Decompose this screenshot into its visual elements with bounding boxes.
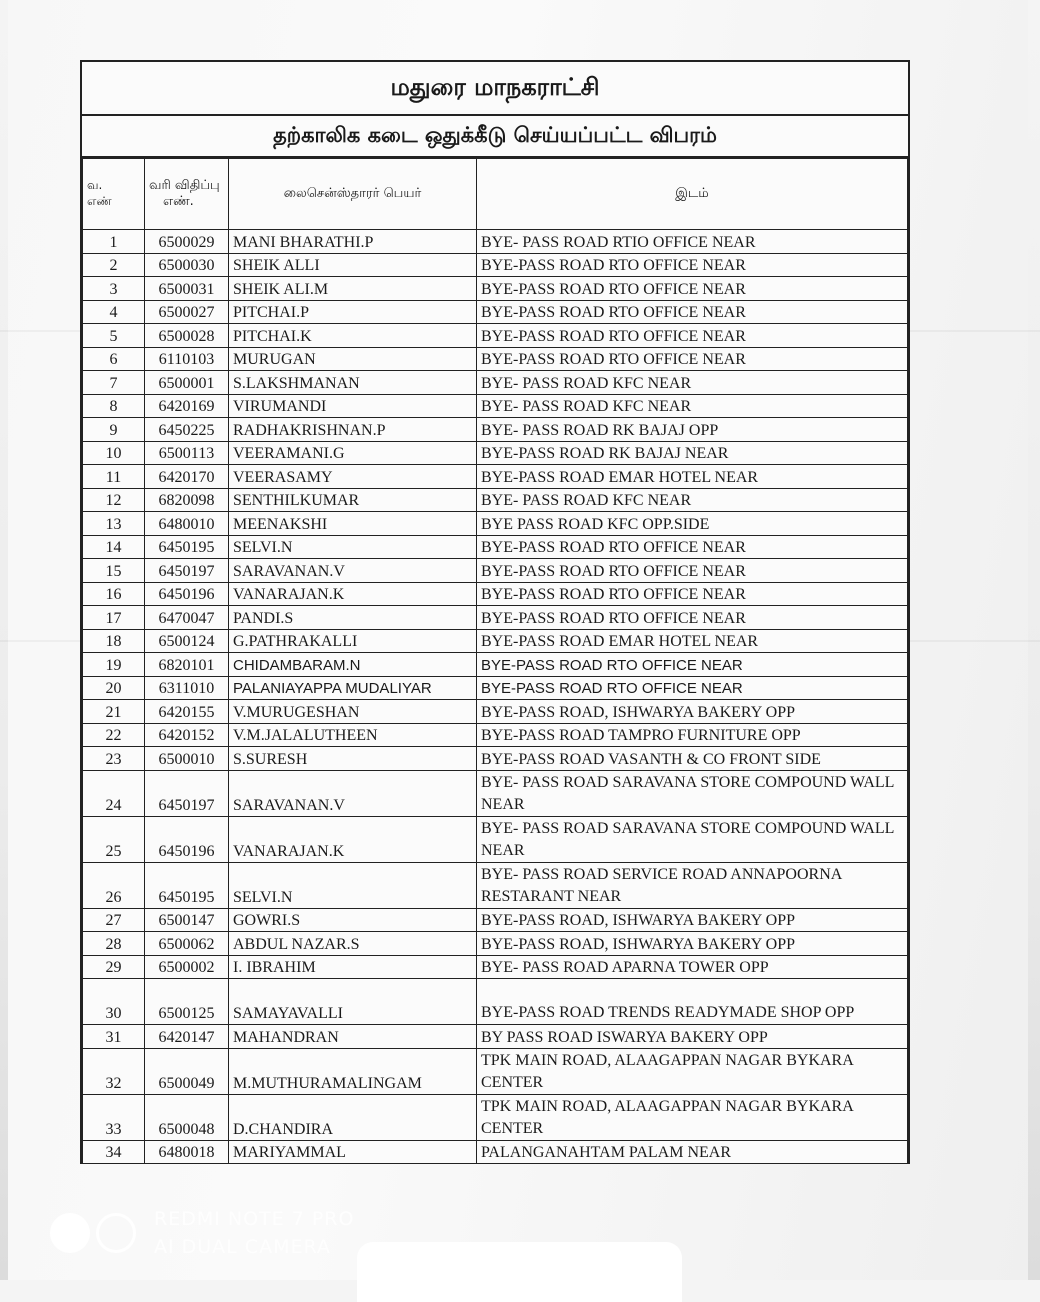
tax-no-cell: 6500027 — [145, 300, 229, 324]
allotment-document — [80, 60, 910, 1164]
header-serial-no — [83, 159, 145, 230]
tax-no-cell: 6500062 — [145, 932, 229, 956]
serial-no-cell: 34 — [83, 1140, 145, 1164]
tax-no-cell: 6500030 — [145, 253, 229, 277]
table-row — [83, 535, 908, 559]
location-cell: BYE- PASS ROAD SARAVANA STORE COMPOUND WALL NEAR — [477, 816, 908, 862]
serial-no-cell: 9 — [83, 418, 145, 442]
table-row — [83, 955, 908, 979]
table-row — [83, 347, 908, 371]
licensee-name-cell: PALANIAYAPPA MUDALIYAR — [229, 676, 477, 700]
header-licensee-name: லைசென்ஸ்தாரர் பெயர் — [229, 159, 477, 230]
location-cell: PALANGANAHTAM PALAM NEAR — [477, 1140, 908, 1164]
serial-no-cell: 21 — [83, 700, 145, 724]
serial-no-cell: 13 — [83, 512, 145, 536]
table-row — [83, 1048, 908, 1094]
table-row — [83, 300, 908, 324]
licensee-name-cell: MAHANDRAN — [229, 1025, 477, 1049]
licensee-name-cell: VEERAMANI.G — [229, 441, 477, 465]
licensee-name-cell: SHEIK ALLI — [229, 253, 477, 277]
licensee-name-cell: SELVI.N — [229, 862, 477, 908]
licensee-name-cell: PITCHAI.K — [229, 324, 477, 348]
table-row — [83, 770, 908, 816]
licensee-name-cell: S.LAKSHMANAN — [229, 371, 477, 395]
location-cell: BYE- PASS ROAD KFC NEAR — [477, 394, 908, 418]
location-cell: BYE-PASS ROAD RTO OFFICE NEAR — [477, 277, 908, 301]
serial-no-cell: 11 — [83, 465, 145, 489]
serial-no-cell: 18 — [83, 629, 145, 653]
tax-no-cell: 6500113 — [145, 441, 229, 465]
serial-no-cell: 29 — [83, 955, 145, 979]
location-cell: BYE-PASS ROAD RTO OFFICE NEAR — [477, 559, 908, 583]
table-row — [83, 979, 908, 1025]
licensee-name-cell: RADHAKRISHNAN.P — [229, 418, 477, 442]
header-tax-line1: வரி விதிப்பு — [149, 178, 220, 193]
licensee-name-cell: MEENAKSHI — [229, 512, 477, 536]
table-row — [83, 700, 908, 724]
tax-no-cell: 6500010 — [145, 747, 229, 771]
location-cell: BYE-PASS ROAD RTO OFFICE NEAR — [477, 347, 908, 371]
serial-no-cell: 6 — [83, 347, 145, 371]
tax-no-cell: 6500031 — [145, 277, 229, 301]
location-cell: BYE- PASS ROAD RTIO OFFICE NEAR — [477, 230, 908, 254]
location-cell: BYE-PASS ROAD VASANTH & CO FRONT SIDE — [477, 747, 908, 771]
location-cell: BY PASS ROAD ISWARYA BAKERY OPP — [477, 1025, 908, 1049]
watermark-line2: AI DUAL CAMERA — [154, 1236, 331, 1258]
tax-no-cell: 6450197 — [145, 770, 229, 816]
serial-no-cell: 27 — [83, 908, 145, 932]
serial-no-cell: 4 — [83, 300, 145, 324]
location-cell: BYE-PASS ROAD RK BAJAJ NEAR — [477, 441, 908, 465]
licensee-name-cell: I. IBRAHIM — [229, 955, 477, 979]
table-row — [83, 1140, 908, 1164]
serial-no-cell: 3 — [83, 277, 145, 301]
tax-no-cell: 6500002 — [145, 955, 229, 979]
serial-no-cell: 31 — [83, 1025, 145, 1049]
tax-no-cell: 6500049 — [145, 1048, 229, 1094]
location-cell: BYE-PASS ROAD RTO OFFICE NEAR — [477, 653, 908, 677]
table-row — [83, 324, 908, 348]
table-row — [83, 277, 908, 301]
tax-no-cell: 6500001 — [145, 371, 229, 395]
serial-no-cell: 1 — [83, 230, 145, 254]
location-cell: BYE-PASS ROAD, ISHWARYA BAKERY OPP — [477, 700, 908, 724]
tax-no-cell: 6420169 — [145, 394, 229, 418]
document-title: மதுரை மாநகராட்சி — [82, 62, 908, 116]
licensee-name-cell: V.MURUGESHAN — [229, 700, 477, 724]
serial-no-cell: 7 — [83, 371, 145, 395]
serial-no-cell: 33 — [83, 1094, 145, 1140]
serial-no-cell: 30 — [83, 979, 145, 1025]
tax-no-cell: 6450195 — [145, 862, 229, 908]
licensee-name-cell: MANI BHARATHI.P — [229, 230, 477, 254]
licensee-name-cell: VIRUMANDI — [229, 394, 477, 418]
location-cell: BYE- PASS ROAD APARNA TOWER OPP — [477, 955, 908, 979]
table-row — [83, 230, 908, 254]
location-cell: BYE-PASS ROAD RTO OFFICE NEAR — [477, 535, 908, 559]
serial-no-cell: 16 — [83, 582, 145, 606]
serial-no-cell: 12 — [83, 488, 145, 512]
table-row — [83, 465, 908, 489]
tax-no-cell: 6500029 — [145, 230, 229, 254]
licensee-name-cell: G.PATHRAKALLI — [229, 629, 477, 653]
location-cell: BYE-PASS ROAD RTO OFFICE NEAR — [477, 676, 908, 700]
licensee-name-cell: V.M.JALALUTHEEN — [229, 723, 477, 747]
table-row — [83, 559, 908, 583]
table-row — [83, 418, 908, 442]
camera-watermark — [50, 1205, 354, 1261]
serial-no-cell: 25 — [83, 816, 145, 862]
table-row — [83, 862, 908, 908]
location-cell: BYE-PASS ROAD RTO OFFICE NEAR — [477, 324, 908, 348]
table-row — [83, 1025, 908, 1049]
serial-no-cell: 19 — [83, 653, 145, 677]
serial-no-cell: 2 — [83, 253, 145, 277]
table-row — [83, 908, 908, 932]
licensee-name-cell: SENTHILKUMAR — [229, 488, 477, 512]
location-cell: BYE-PASS ROAD TAMPRO FURNITURE OPP — [477, 723, 908, 747]
licensee-name-cell: MURUGAN — [229, 347, 477, 371]
tax-no-cell: 6500125 — [145, 979, 229, 1025]
serial-no-cell: 23 — [83, 747, 145, 771]
location-cell: BYE-PASS ROAD RTO OFFICE NEAR — [477, 606, 908, 630]
tax-no-cell: 6420147 — [145, 1025, 229, 1049]
licensee-name-cell: SAMAYAVALLI — [229, 979, 477, 1025]
tax-no-cell: 6500124 — [145, 629, 229, 653]
camera-dot-ring-icon — [96, 1213, 136, 1253]
tax-no-cell: 6450196 — [145, 582, 229, 606]
licensee-name-cell: CHIDAMBARAM.N — [229, 653, 477, 677]
serial-no-cell: 14 — [83, 535, 145, 559]
location-cell: BYE- PASS ROAD SERVICE ROAD ANNAPOORNA RESTARANT NEAR — [477, 862, 908, 908]
location-cell: BYE-PASS ROAD EMAR HOTEL NEAR — [477, 629, 908, 653]
licensee-name-cell: MARIYAMMAL — [229, 1140, 477, 1164]
table-row — [83, 747, 908, 771]
table-row — [83, 629, 908, 653]
table-row — [83, 816, 908, 862]
location-cell: BYE-PASS ROAD EMAR HOTEL NEAR — [477, 465, 908, 489]
overlay-panel — [357, 1242, 682, 1302]
table-row — [83, 371, 908, 395]
location-cell: BYE- PASS ROAD RK BAJAJ OPP — [477, 418, 908, 442]
table-row — [83, 723, 908, 747]
table-row — [83, 932, 908, 956]
location-cell: BYE-PASS ROAD TRENDS READYMADE SHOP OPP — [477, 979, 908, 1025]
tax-no-cell: 6450195 — [145, 535, 229, 559]
serial-no-cell: 8 — [83, 394, 145, 418]
licensee-name-cell: SARAVANAN.V — [229, 770, 477, 816]
tax-no-cell: 6480018 — [145, 1140, 229, 1164]
tax-no-cell: 6450197 — [145, 559, 229, 583]
tax-no-cell: 6420152 — [145, 723, 229, 747]
serial-no-cell: 17 — [83, 606, 145, 630]
licensee-name-cell: SARAVANAN.V — [229, 559, 477, 583]
tax-no-cell: 6820098 — [145, 488, 229, 512]
tax-no-cell: 6420170 — [145, 465, 229, 489]
tax-no-cell: 6450225 — [145, 418, 229, 442]
header-tax-no — [145, 159, 229, 230]
tax-no-cell: 6311010 — [145, 676, 229, 700]
table-row — [83, 582, 908, 606]
table-row — [83, 606, 908, 630]
location-cell: BYE-PASS ROAD RTO OFFICE NEAR — [477, 582, 908, 606]
table-header-row — [83, 159, 908, 230]
header-tax-line2: எண். — [163, 194, 194, 209]
serial-no-cell: 26 — [83, 862, 145, 908]
serial-no-cell: 32 — [83, 1048, 145, 1094]
licensee-name-cell: S.SURESH — [229, 747, 477, 771]
tax-no-cell: 6500147 — [145, 908, 229, 932]
licensee-name-cell: D.CHANDIRA — [229, 1094, 477, 1140]
tax-no-cell: 6500048 — [145, 1094, 229, 1140]
tax-no-cell: 6110103 — [145, 347, 229, 371]
table-row — [83, 394, 908, 418]
tax-no-cell: 6470047 — [145, 606, 229, 630]
camera-dot-filled-icon — [50, 1213, 90, 1253]
licensee-name-cell: VEERASAMY — [229, 465, 477, 489]
table-row — [83, 1094, 908, 1140]
serial-no-cell: 24 — [83, 770, 145, 816]
licensee-name-cell: SHEIK ALI.M — [229, 277, 477, 301]
table-row — [83, 653, 908, 677]
tax-no-cell: 6450196 — [145, 816, 229, 862]
header-location: இடம் — [477, 159, 908, 230]
location-cell: BYE- PASS ROAD KFC NEAR — [477, 371, 908, 395]
allotment-table — [82, 158, 908, 1164]
watermark-line1: REDMI NOTE 7 PRO — [154, 1208, 355, 1230]
licensee-name-cell: GOWRI.S — [229, 908, 477, 932]
header-serial-line2: எண் — [87, 194, 112, 208]
licensee-name-cell: M.MUTHURAMALINGAM — [229, 1048, 477, 1094]
header-serial-line1: வ. — [87, 178, 103, 192]
licensee-name-cell: VANARAJAN.K — [229, 816, 477, 862]
location-cell: BYE-PASS ROAD RTO OFFICE NEAR — [477, 253, 908, 277]
location-cell: BYE-PASS ROAD, ISHWARYA BAKERY OPP — [477, 908, 908, 932]
serial-no-cell: 15 — [83, 559, 145, 583]
location-cell: BYE- PASS ROAD SARAVANA STORE COMPOUND WALL NEAR — [477, 770, 908, 816]
licensee-name-cell: PANDI.S — [229, 606, 477, 630]
tax-no-cell: 6420155 — [145, 700, 229, 724]
location-cell: BYE- PASS ROAD KFC NEAR — [477, 488, 908, 512]
serial-no-cell: 22 — [83, 723, 145, 747]
licensee-name-cell: SELVI.N — [229, 535, 477, 559]
serial-no-cell: 5 — [83, 324, 145, 348]
location-cell: TPK MAIN ROAD, ALAAGAPPAN NAGAR BYKARA CENTER — [477, 1094, 908, 1140]
location-cell: BYE-PASS ROAD RTO OFFICE NEAR — [477, 300, 908, 324]
location-cell: BYE PASS ROAD KFC OPP.SIDE — [477, 512, 908, 536]
document-subtitle: தற்காலிக கடை ஒதுக்கீடு செய்யப்பட்ட விபரம் — [82, 116, 908, 158]
tax-no-cell: 6500028 — [145, 324, 229, 348]
tax-no-cell: 6480010 — [145, 512, 229, 536]
serial-no-cell: 20 — [83, 676, 145, 700]
table-row — [83, 512, 908, 536]
serial-no-cell: 28 — [83, 932, 145, 956]
location-cell: TPK MAIN ROAD, ALAAGAPPAN NAGAR BYKARA CENTER — [477, 1048, 908, 1094]
licensee-name-cell: ABDUL NAZAR.S — [229, 932, 477, 956]
table-row — [83, 488, 908, 512]
licensee-name-cell: VANARAJAN.K — [229, 582, 477, 606]
tax-no-cell: 6820101 — [145, 653, 229, 677]
table-row — [83, 676, 908, 700]
serial-no-cell: 10 — [83, 441, 145, 465]
location-cell: BYE-PASS ROAD, ISHWARYA BAKERY OPP — [477, 932, 908, 956]
licensee-name-cell: PITCHAI.P — [229, 300, 477, 324]
table-row — [83, 253, 908, 277]
table-row — [83, 441, 908, 465]
